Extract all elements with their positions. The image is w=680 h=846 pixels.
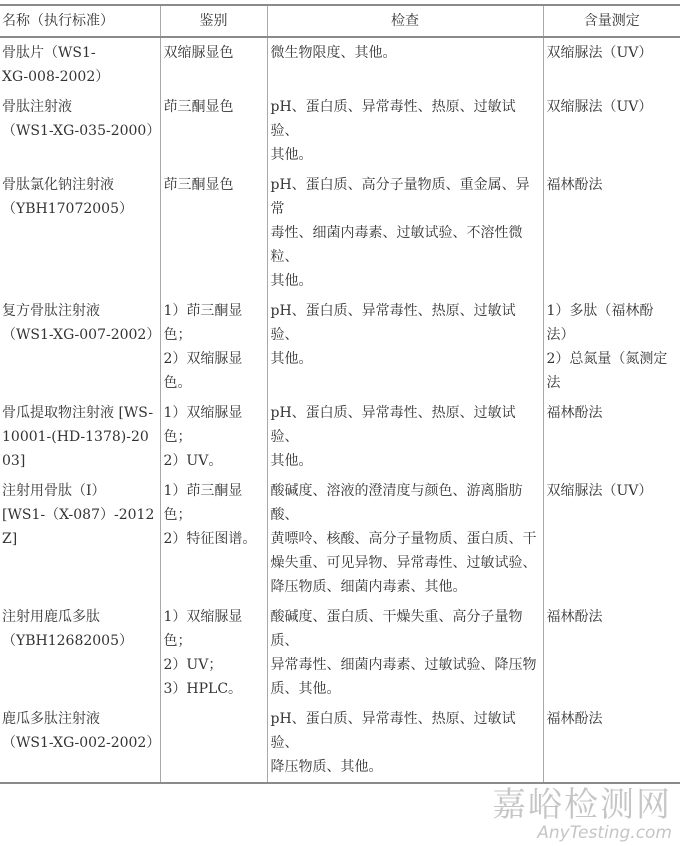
cell-inspection: 酸碱度、蛋白质、干燥失重、高分子量物质、 异常毒性、细菌内毒素、过敏试验、降压物 质、其他。 xyxy=(267,602,543,704)
table-header xyxy=(0,5,680,37)
cell-assay: 福林酚法 xyxy=(543,170,680,296)
cell-name: 鹿瓜多肽注射液 （WS1-XG-002-2002） xyxy=(2,711,161,751)
header-identification: 鉴别 xyxy=(160,5,267,37)
header-name: 名称（执行标准） xyxy=(2,13,114,29)
cell-identification: 1）双缩脲显色； 2）UV； 3）HPLC。 xyxy=(160,602,267,704)
standards-table xyxy=(0,4,680,784)
cell-inspection: pH、蛋白质、异常毒性、热原、过敏试验、 其他。 xyxy=(267,398,543,476)
watermark-text: 嘉峪检测网 xyxy=(492,785,672,825)
cell-identification xyxy=(160,704,267,783)
cell-assay: 福林酚法 xyxy=(543,704,680,783)
table-row xyxy=(0,602,680,704)
cell-assay: 1）多肽（福林酚法） 2）总氮量（氮测定法 xyxy=(543,296,680,398)
table-row xyxy=(0,296,680,398)
cell-inspection: pH、蛋白质、异常毒性、热原、过敏试验、 降压物质、其他。 xyxy=(267,704,543,783)
watermark-logo xyxy=(0,784,680,846)
cell-assay: 双缩脲法（UV） xyxy=(543,92,680,170)
header-assay: 含量测定 xyxy=(543,5,680,37)
cell-name: 骨肽氯化钠注射液 （YBH17072005） xyxy=(2,177,133,217)
cell-inspection: pH、蛋白质、异常毒性、热原、过敏试验、 其他。 xyxy=(267,296,543,398)
table-row xyxy=(0,398,680,476)
table-row xyxy=(0,704,680,783)
cell-name: 复方骨肽注射液 （WS1-XG-007-2002） xyxy=(2,303,161,343)
watermark-url: AnyTesting.com xyxy=(537,823,672,843)
cell-name: 注射用鹿瓜多肽 （YBH12682005） xyxy=(2,609,133,649)
cell-inspection: pH、蛋白质、高分子量物质、重金属、异常 毒性、细菌内毒素、过敏试验、不溶性微粒、 其他。 xyxy=(267,170,543,296)
table-row xyxy=(0,170,680,296)
cell-identification: 茚三酮显色 xyxy=(160,92,267,170)
cell-identification: 1）双缩脲显色； 2）UV。 xyxy=(160,398,267,476)
cell-name: 骨肽注射液 （WS1-XG-035-2000） xyxy=(2,99,161,139)
cell-assay: 福林酚法 xyxy=(543,398,680,476)
table-row xyxy=(0,476,680,602)
cell-name: 骨瓜提取物注射液 [WS- 10001-(HD-1378)-2003] xyxy=(2,405,154,469)
cell-assay: 福林酚法 xyxy=(543,602,680,704)
cell-inspection: 微生物限度、其他。 xyxy=(267,37,543,92)
cell-inspection: pH、蛋白质、异常毒性、热原、过敏试验、 其他。 xyxy=(267,92,543,170)
cell-identification: 双缩脲显色 xyxy=(160,37,267,92)
cell-name: 注射用骨肽（I） [WS1-（X-087）-2012Z] xyxy=(2,483,155,547)
table-row xyxy=(0,37,680,92)
header-inspection: 检查 xyxy=(267,5,543,37)
cell-name: 骨肽片（WS1- XG-008-2002） xyxy=(2,45,110,85)
cell-identification: 1）茚三酮显色； 2）特征图谱。 xyxy=(160,476,267,602)
table-row xyxy=(0,92,680,170)
cell-assay: 双缩脲法（UV） xyxy=(543,476,680,602)
cell-identification: 1）茚三酮显色； 2）双缩脲显色。 xyxy=(160,296,267,398)
cell-identification: 茚三酮显色 xyxy=(160,170,267,296)
cell-inspection: 酸碱度、溶液的澄清度与颜色、游离脂肪酸、 黄嘌呤、核酸、高分子量物质、蛋白质、干 燥失重、可见异物、异常毒性、过敏试验、 降压物质、细菌内毒素、其他。 xyxy=(267,476,543,602)
cell-assay: 双缩脲法（UV） xyxy=(543,37,680,92)
